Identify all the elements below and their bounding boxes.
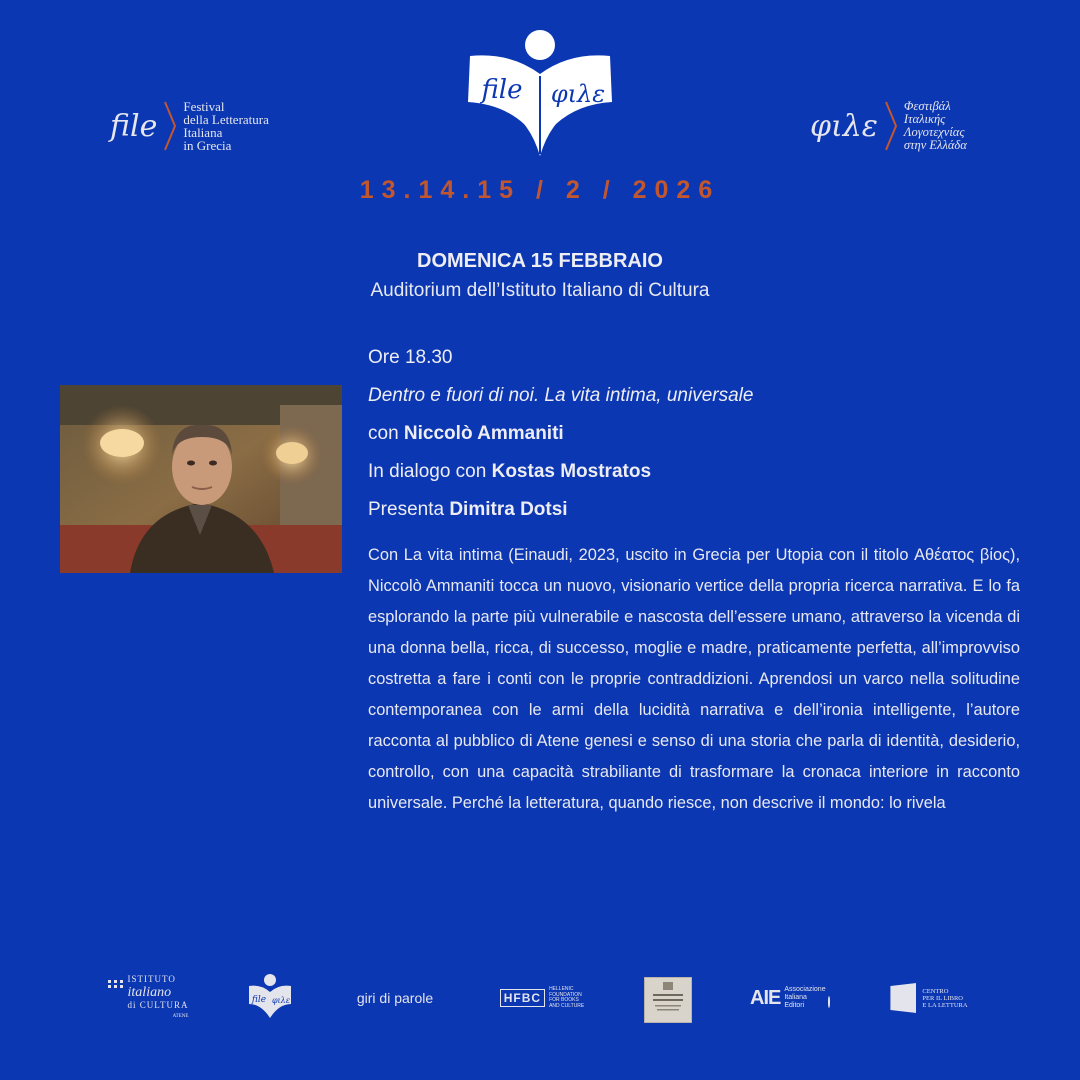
svg-text:φιλε: φιλε bbox=[271, 996, 291, 1005]
event-dialog-line bbox=[368, 461, 651, 483]
iic-logo: ISTITUTO italiano di CULTURA ATENE bbox=[106, 970, 190, 1026]
author-photo bbox=[60, 385, 342, 573]
festival-logo-italian bbox=[110, 96, 269, 156]
event-guest-line bbox=[368, 423, 564, 445]
file-small-logo bbox=[246, 970, 294, 1026]
guest-name: Niccolò Ammaniti bbox=[403, 423, 564, 444]
festival-logo-greek bbox=[810, 96, 967, 156]
aie-badge-icon bbox=[828, 996, 830, 1008]
festival-name-greek: Φεστιβάλ Ιταλικής Λογοτεχνίας στην Ελλάδα bbox=[903, 99, 967, 152]
center-logo-right-word: φιλε bbox=[550, 80, 606, 108]
dialog-name: Kostas Mostratos bbox=[491, 461, 652, 482]
event-title: Dentro e fuori di noi. La vita intima, universale bbox=[368, 385, 754, 406]
logo-word-file: file bbox=[110, 108, 158, 144]
brace-mark bbox=[884, 100, 898, 152]
event-presenter-line bbox=[368, 499, 568, 521]
giri-di-parole-logo: giri di parole bbox=[356, 990, 434, 1006]
book-shape-icon bbox=[890, 983, 916, 1013]
svg-text:file: file bbox=[251, 995, 267, 1005]
center-logo-left-word: file bbox=[481, 75, 523, 105]
hfbc-logo: HFBC HELLENIC FOUNDATION FOR BOOKS AND CULTURE bbox=[496, 970, 588, 1026]
cepell-logo: CENTRO PER IL LIBRO E LA LETTURA bbox=[886, 970, 972, 1026]
event-venue: Auditorium dell’Istituto Italiano di Cultura bbox=[370, 280, 710, 301]
presenter-prefix: Presenta bbox=[368, 499, 450, 520]
logo-word-file-greek: φιλε bbox=[810, 108, 878, 144]
university-seal-logo bbox=[644, 977, 692, 1023]
dialog-prefix: In dialogo con bbox=[368, 461, 492, 482]
festival-center-logo bbox=[462, 24, 618, 162]
event-day: DOMENICA 15 FEBBRAIO bbox=[417, 250, 663, 272]
aie-logo: AIE Associazione Italiana Editori bbox=[750, 970, 830, 1026]
dots-icon bbox=[108, 980, 124, 988]
brace-mark bbox=[163, 100, 177, 152]
event-description: Con La vita intima (Einaudi, 2023, uscito in Grecia per Utopia con il titolo Αθέατος βίος), Niccolò Ammaniti tocca un nuovo, visionario vertice della propria ricerca narrativa. E lo fa esplorando la parte più vulnerabile e nascosta dell’essere umano, attraverso la vicenda di una donna bella, ricca, di successo, moglie e madre, praticamente perfetta, all’improvviso costretta a fare i conti con le proprie contraddizioni. Aprendosi un varco nella solitudine contemporanea con le armi della lucidità narrativa e dell’ironia intelligente, l’autore racconta al pubblico di Atene genesi e senso di una storia che parla di identità, desiderio, controllo, con una capacità strabiliante di trasformare la cronaca interiore in racconto universale. Perché la letteratura, quando riesce, non descrive il mondo: lo rivela bbox=[368, 546, 1020, 812]
event-time: Ore 18.30 bbox=[368, 347, 453, 368]
presenter-name: Dimitra Dotsi bbox=[449, 499, 568, 520]
guest-prefix: con bbox=[368, 423, 404, 444]
festival-name-italian: Festival della Letteratura Italiana in Grecia bbox=[183, 99, 269, 153]
festival-dates: 13.14.15 / 2 / 2026 bbox=[359, 176, 721, 204]
